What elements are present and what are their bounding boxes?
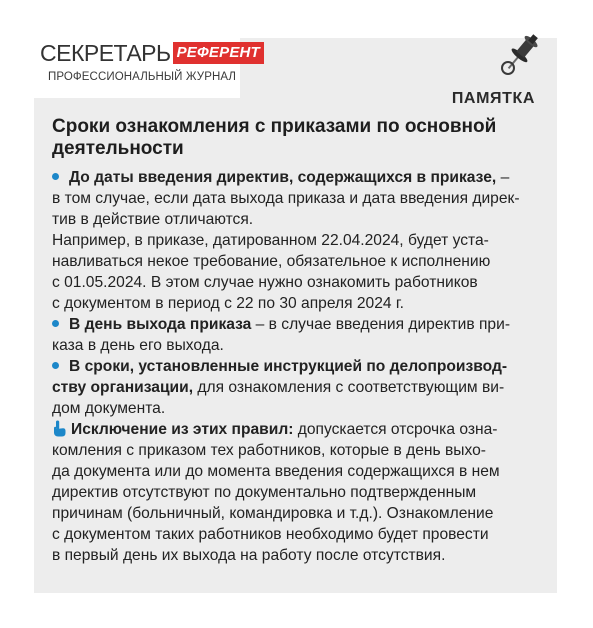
section-3-text: для ознакомления с соответствующим ви- — [193, 379, 505, 396]
page-title — [52, 116, 542, 160]
section-2-text: – в случае введения директив при- — [251, 316, 511, 333]
section-3-second-line — [52, 377, 541, 398]
logo-row — [40, 40, 264, 66]
section-4-line: да документа или до момента введения содержащихся в нем — [52, 463, 500, 480]
section-3-heading-cont: ству организации, — [52, 379, 194, 396]
section-4-line: директив отсутствуют по документально подтвержденным — [52, 484, 477, 501]
memo-body — [52, 167, 541, 566]
pushpin-icon — [494, 28, 548, 78]
section-2-first-line — [52, 314, 541, 335]
pointing-hand-icon — [52, 420, 67, 437]
magazine-logo — [34, 38, 260, 98]
section-4-line: с документом таких работников необходимо будет провести — [52, 526, 489, 543]
section-2-heading: В день выхода приказа — [69, 316, 252, 333]
section-4-line: комления с приказом тех работников, которые в день выхо- — [52, 442, 486, 459]
section-4-first-line — [52, 419, 541, 440]
section-1-line: в том случае, если дата выхода приказа и дата введения дирек- — [52, 190, 520, 207]
example-line: Например, в приказе, датированном 22.04.2024, будет уста- — [52, 232, 489, 249]
example-line: с документом в период с 22 по 30 апреля 2024 г. — [52, 295, 404, 312]
bullet-dot-icon — [52, 320, 59, 327]
example-line: с 01.05.2024. В этом случае нужно ознакомить работников — [52, 274, 478, 291]
title-line: Сроки ознакомления с приказами по основной — [52, 116, 497, 137]
title-line: деятельности — [52, 138, 184, 159]
memo-tag: ПАМЯТКА — [451, 90, 535, 107]
section-4-heading: Исключение из этих правил: — [71, 421, 294, 438]
section-4-line: причинам (больничный, командировка и т.д.). Ознакомление — [52, 505, 494, 522]
section-1-first-line — [52, 167, 541, 188]
example-line: навливаться некое требование, обязательное к исполнению — [52, 253, 491, 270]
brand-subtitle: ПРОФЕССИОНАЛЬНЫЙ ЖУРНАЛ — [48, 71, 237, 83]
bullet-dot-icon — [52, 362, 59, 369]
section-4-line: в первый день их выхода на работу после отсутствия. — [52, 547, 446, 564]
section-2-line: каза в день его выхода. — [52, 337, 224, 354]
section-1-line: тив в действие отличаются. — [52, 211, 254, 228]
brand-main: СЕКРЕТАРЬ — [40, 40, 171, 66]
brand-accent: РЕФЕРЕНТ — [173, 42, 264, 64]
section-1-heading: До даты введения директив, содержащихся в приказе, — [69, 169, 497, 186]
section-3-line: дом документа. — [52, 400, 166, 417]
section-3-heading: В сроки, установленные инструкцией по делопроизвод- — [69, 358, 508, 375]
bullet-dot-icon — [52, 173, 59, 180]
section-1-dash: – — [496, 169, 510, 186]
section-4-text: допускается отсрочка озна- — [293, 421, 498, 438]
section-3-first-line — [52, 356, 541, 377]
